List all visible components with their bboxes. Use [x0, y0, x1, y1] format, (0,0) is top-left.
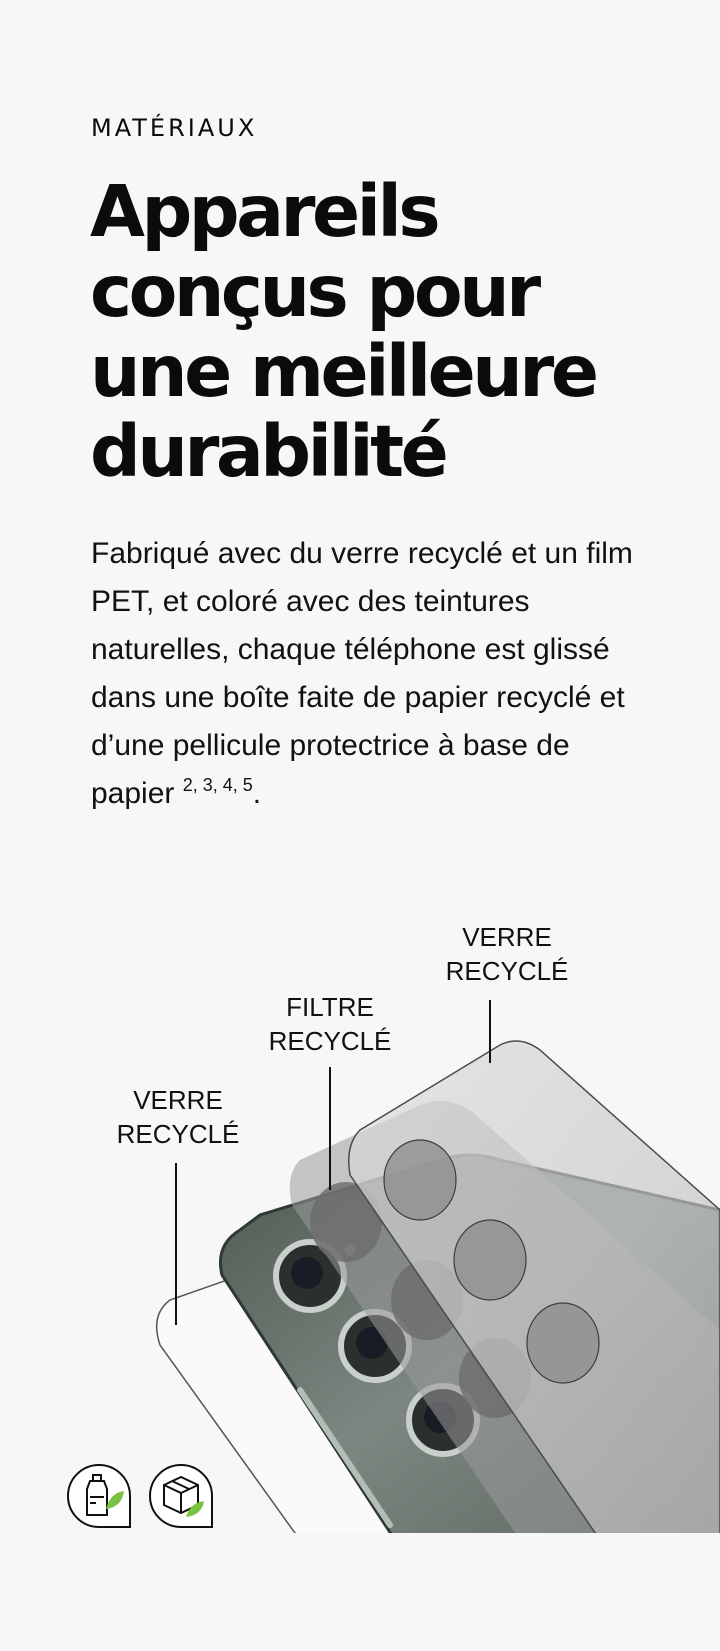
body-text: Fabriqué avec du verre recyclé et un film PET, et coloré avec des teintures naturelles, chaque téléphone est glissé dans une boîte faite de papier recyclé et d’une pellicule protectrice à base de papier	[91, 537, 633, 810]
recycled-box-icon	[148, 1463, 214, 1529]
phone-illustration	[0, 840, 720, 1540]
callout-label-filtre: FILTRE RECYCLÉ	[268, 992, 392, 1056]
body-paragraph	[91, 530, 651, 818]
footnote-refs: 2, 3, 4, 5	[182, 775, 253, 795]
callout-label-verre-front: VERRE RECYCLÉ	[445, 922, 569, 986]
recycled-bottle-icon	[66, 1463, 132, 1529]
headline: Appareils conçus pour une meilleure durabilité	[90, 170, 596, 493]
body-end: .	[252, 777, 262, 810]
callout-label-verre-back: VERRE RECYCLÉ	[116, 1085, 240, 1149]
section-eyebrow: MATÉRIAUX	[91, 114, 258, 142]
